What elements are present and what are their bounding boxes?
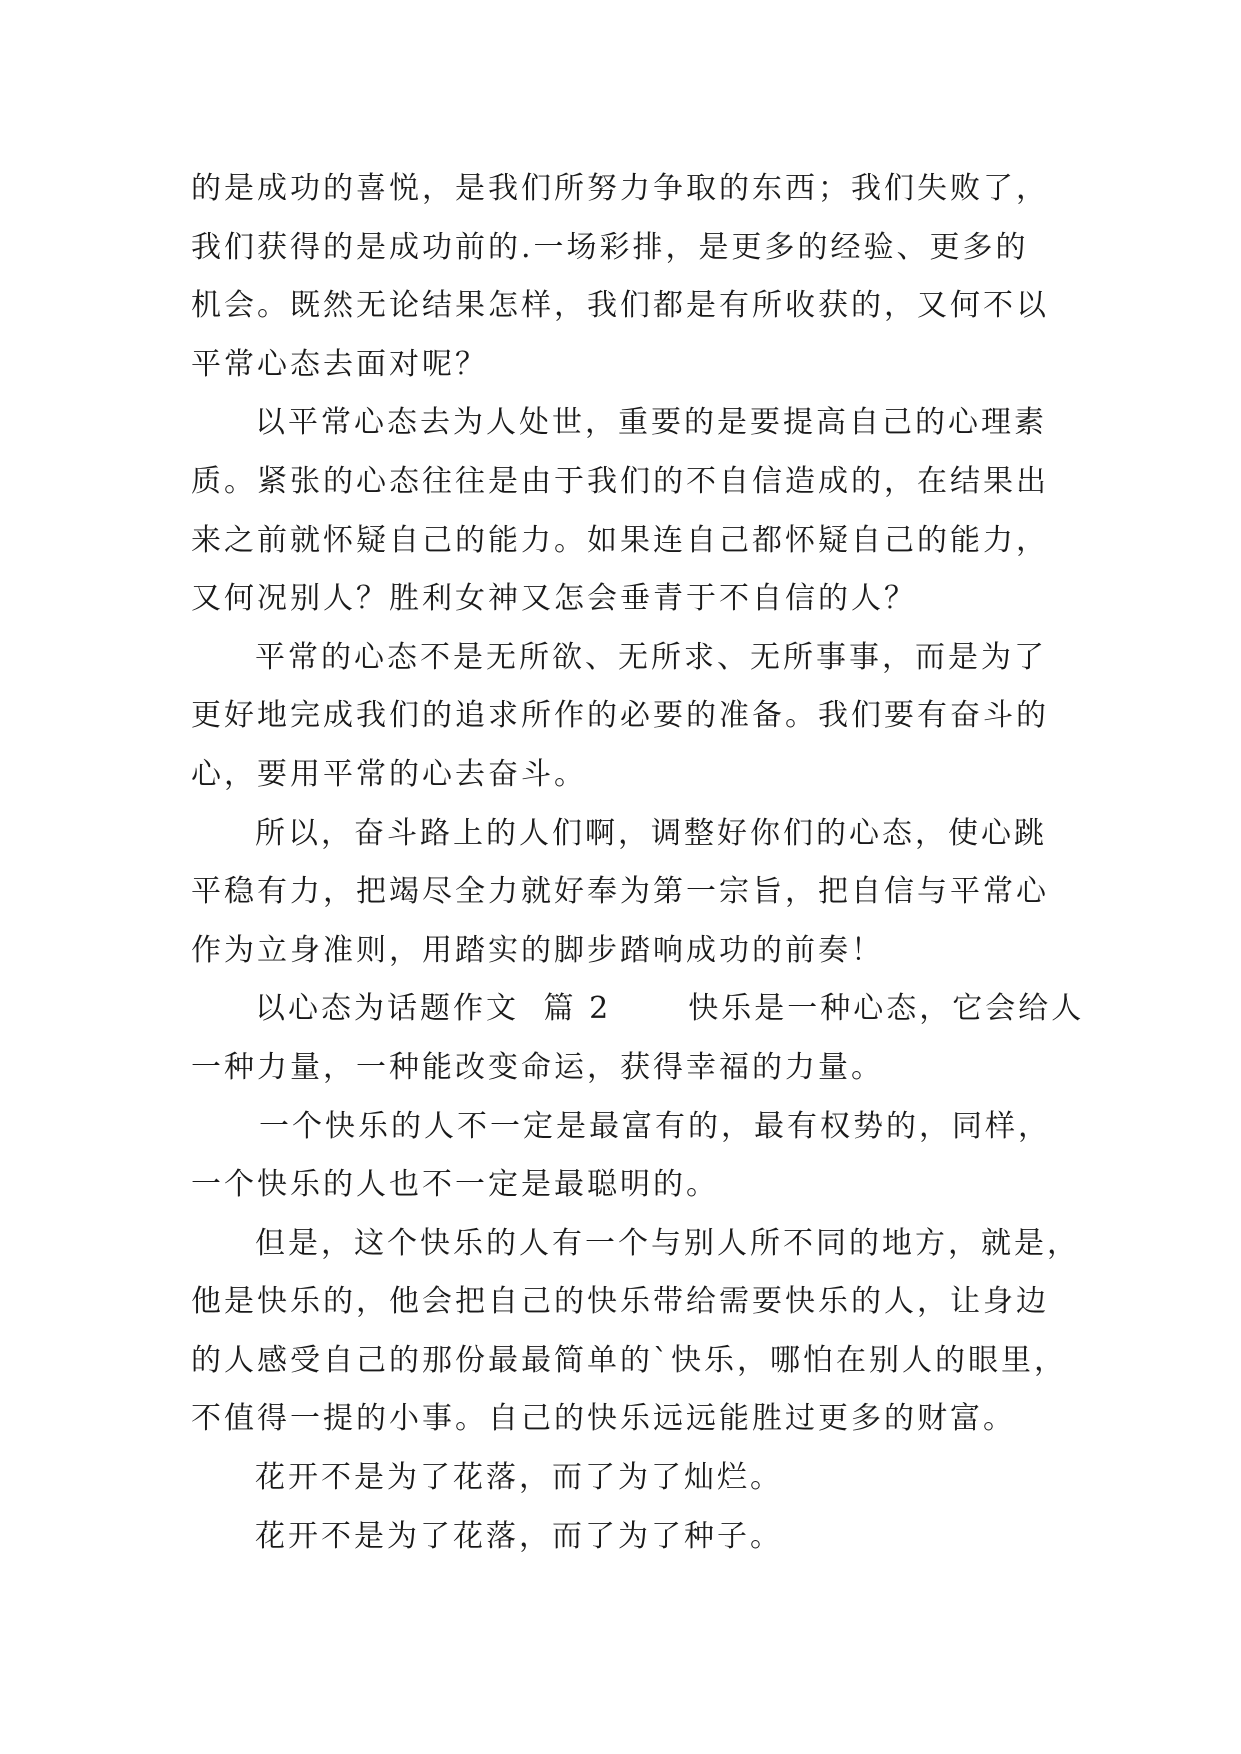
- text-line: 又何况别人？胜利女神又怎会垂青于不自信的人？: [191, 581, 917, 617]
- text-line: 一种力量，一种能改变命运，获得幸福的力量。: [191, 1049, 884, 1085]
- text-line: 来之前就怀疑自己的能力。如果连自己都怀疑自己的能力，: [191, 522, 1049, 558]
- section-first-sentence: 快乐是一种心态，它会给人: [688, 991, 1085, 1027]
- section-heading-line: [191, 980, 1085, 1039]
- section-number: 篇 2: [543, 991, 612, 1027]
- text-line: 所以，奋斗路上的人们啊，调整好你们的心态，使心跳: [255, 815, 1047, 851]
- section-title: 以心态为话题作文: [255, 991, 519, 1027]
- text-line: 的是成功的喜悦，是我们所努力争取的东西；我们失败了，: [191, 171, 1049, 206]
- text-line: 作为立身准则，用踏实的脚步踏响成功的前奏！: [191, 932, 884, 968]
- text-line: 的人感受自己的那份最最简单的`快乐，哪怕在别人的眼里，: [191, 1342, 1067, 1378]
- text-line: 平稳有力，把竭尽全力就好奉为第一宗旨，把自信与平常心: [191, 874, 1049, 910]
- text-line: 一个快乐的人不一定是最富有的，最有权势的，同样，: [259, 1108, 1051, 1144]
- text-line: 但是，这个快乐的人有一个与别人所不同的地方，就是，: [255, 1225, 1080, 1261]
- text-line: 花开不是为了花落，而了为了种子。: [255, 1518, 783, 1554]
- document-body: [191, 160, 1085, 1566]
- text-line: 花开不是为了花落，而了为了灿烂。: [255, 1460, 783, 1496]
- text-line: 质。紧张的心态往往是由于我们的不自信造成的，在结果出: [191, 463, 1049, 499]
- text-line: 他是快乐的，他会把自己的快乐带给需要快乐的人，让身边: [191, 1284, 1049, 1320]
- text-line: 一个快乐的人也不一定是最聪明的。: [191, 1167, 719, 1203]
- text-line: 我们获得的是成功前的.一场彩排，是更多的经验、更多的: [191, 229, 1029, 265]
- text-line: 平常心态去面对呢？: [191, 346, 488, 382]
- text-line: 平常的心态不是无所欲、无所求、无所事事，而是为了: [255, 639, 1047, 675]
- text-line: 不值得一提的小事。自己的快乐远远能胜过更多的财富。: [191, 1401, 1016, 1437]
- text-line: 以平常心态去为人处世，重要的是要提高自己的心理素: [255, 405, 1047, 441]
- text-line: 心，要用平常的心去奋斗。: [191, 756, 587, 792]
- text-line: 更好地完成我们的追求所作的必要的准备。我们要有奋斗的: [191, 698, 1049, 734]
- text-line: 机会。既然无论结果怎样，我们都是有所收获的，又何不以: [191, 288, 1049, 324]
